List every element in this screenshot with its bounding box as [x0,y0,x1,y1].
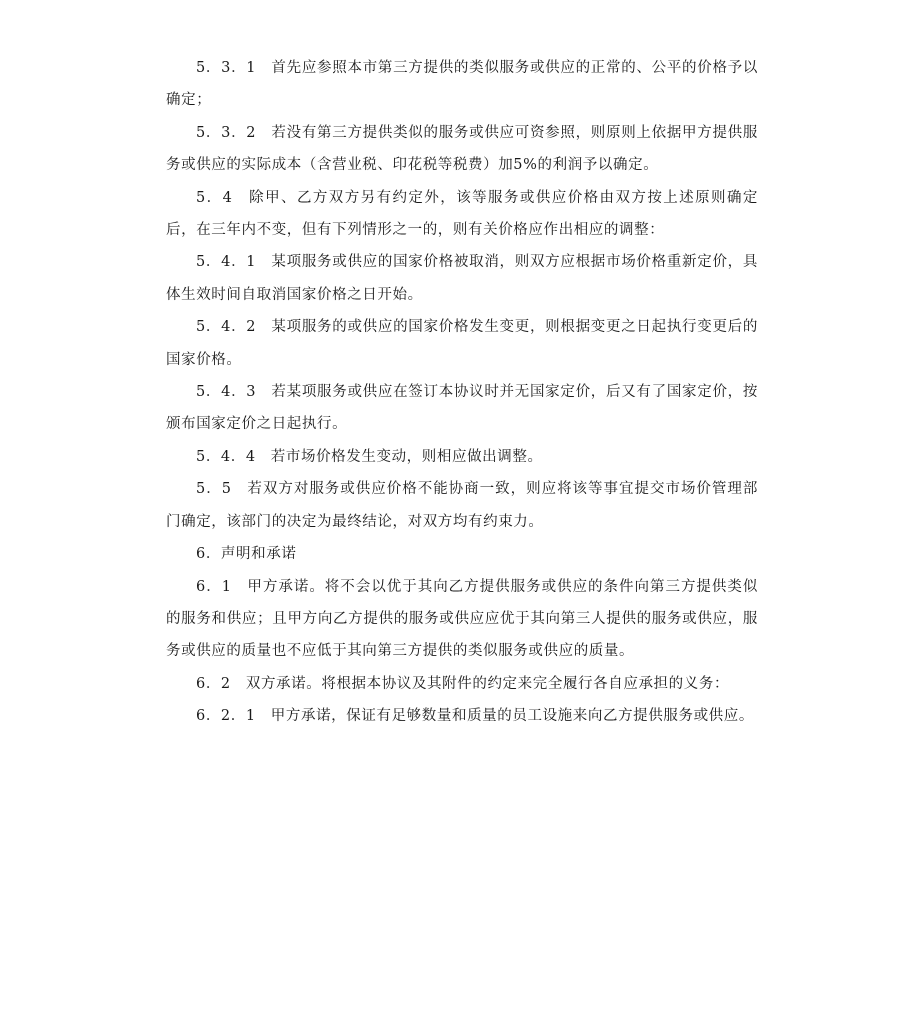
document-page [166,52,758,733]
clause-5-5: 5．5 若双方对服务或供应价格不能协商一致，则应将该等事宜提交市场价管理部门确定，该部门的决定为最终结论，对双方均有约束力。 [166,481,758,530]
clause-5-3-1: 5．3．1 首先应参照本市第三方提供的类似服务或供应的正常的、公平的价格予以确定； [166,60,758,109]
section-6-heading: 6．声明和承诺 [196,546,297,563]
clause-6-2: 6．2 双方承诺。将根据本协议及其附件的约定来完全履行各自应承担的义务： [196,675,730,692]
clause-5-4-3: 5．4．3 若某项服务或供应在签订本协议时并无国家定价，后又有了国家定价，按颁布国家定价之日起执行。 [166,384,758,433]
clause-5-4-2: 5．4．2 某项服务的或供应的国家价格发生变更，则根据变更之日起执行变更后的国家价格。 [166,319,758,368]
clause-6-1: 6．1 甲方承诺。将不会以优于其向乙方提供服务或供应的条件向第三方提供类似的服务和供应；且甲方向乙方提供的服务或供应应优于其向第三人提供的服务或供应，服务或供应的质量也不应低于其向第三方提供的类似服务或供应的质量。 [166,578,758,660]
clause-5-3-2: 5．3．2 若没有第三方提供类似的服务或供应可资参照，则原则上依据甲方提供服务或供应的实际成本（含营业税、印花税等税费）加5%的利润予以确定。 [166,124,758,174]
clause-5-4-1: 5．4．1 某项服务或供应的国家价格被取消，则双方应根据市场价格重新定价，具体生效时间自取消国家价格之日开始。 [166,254,758,303]
clause-5-4: 5．4 除甲、乙方双方另有约定外，该等服务或供应价格由双方按上述原则确定后，在三年内不变，但有下列情形之一的，则有关价格应作出相应的调整： [166,189,758,239]
clause-6-2-1: 6．2．1 甲方承诺，保证有足够数量和质量的员工设施来向乙方提供服务或供应。 [196,708,754,725]
clause-5-4-4: 5．4．4 若市场价格发生变动，则相应做出调整。 [196,448,543,465]
